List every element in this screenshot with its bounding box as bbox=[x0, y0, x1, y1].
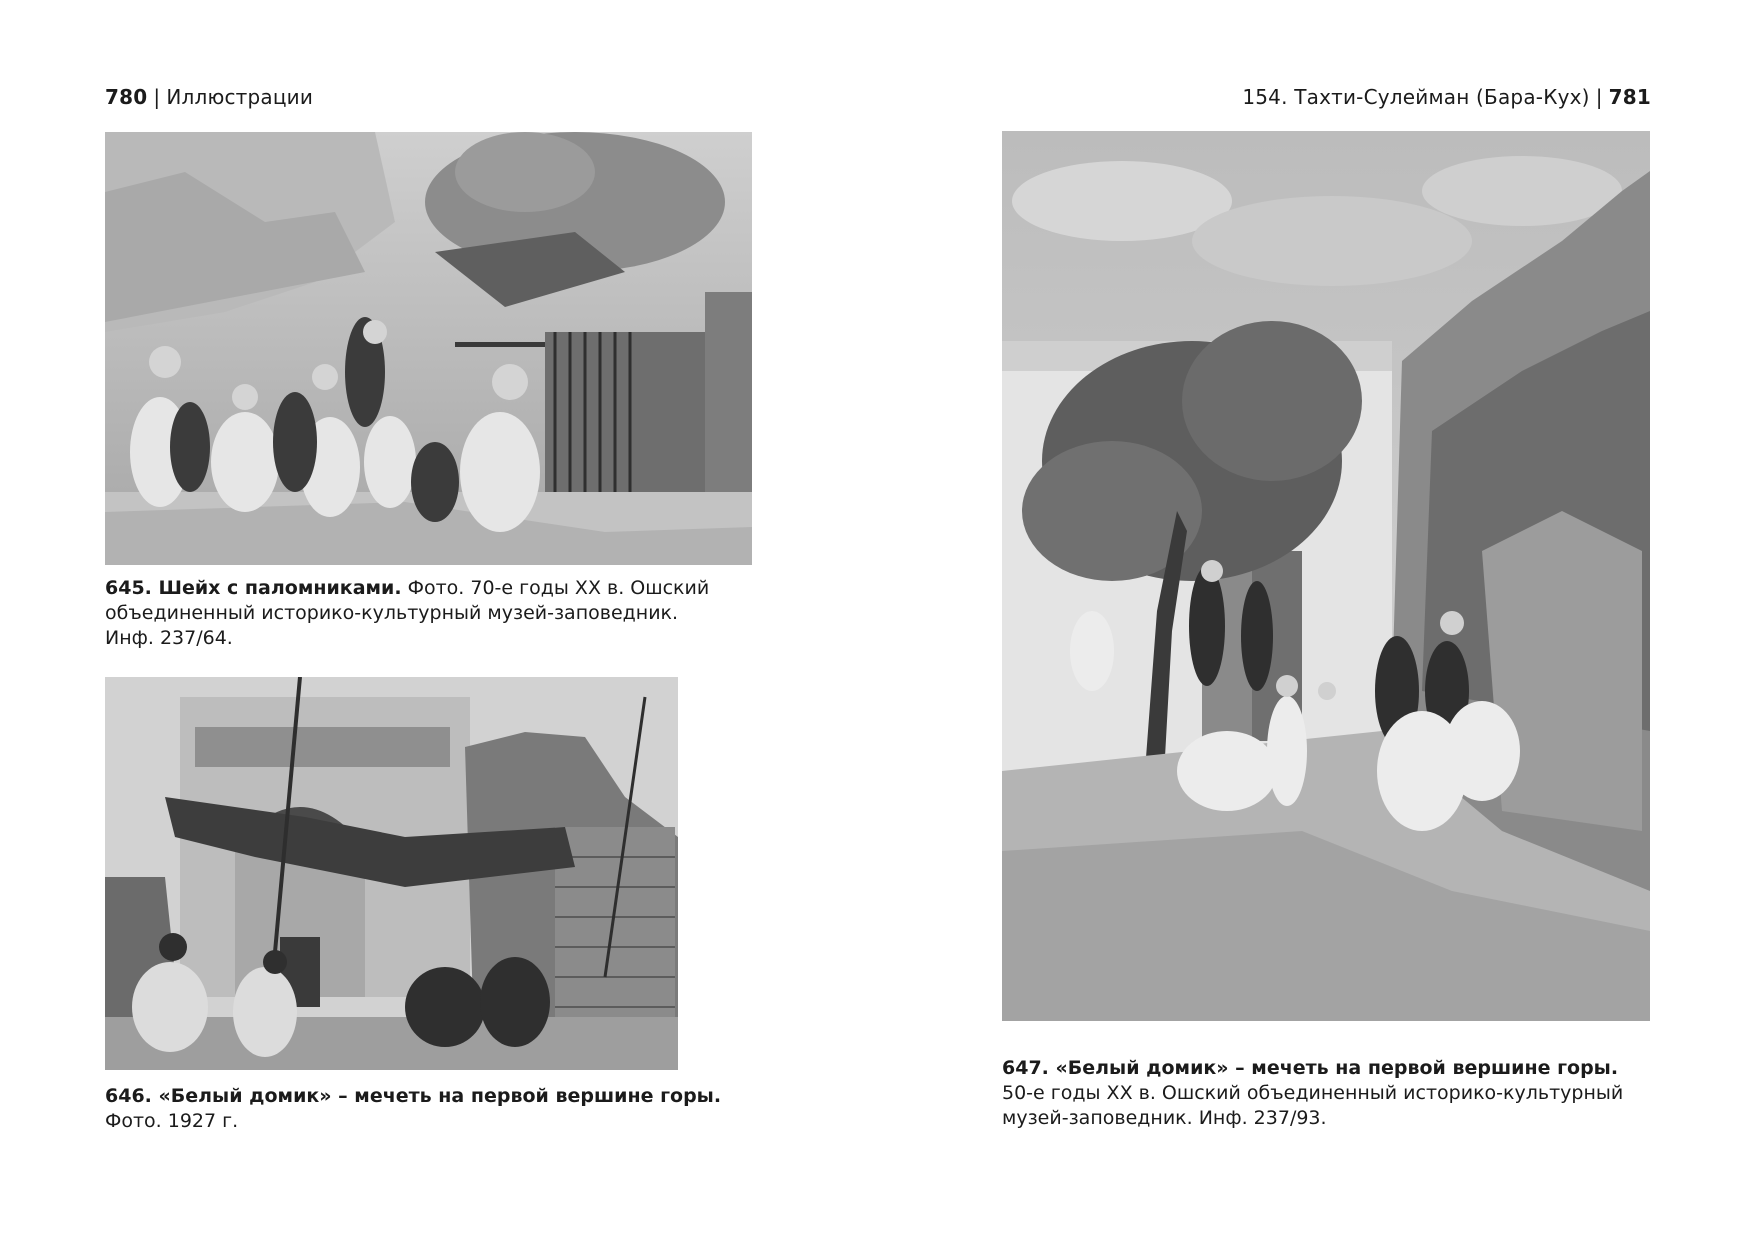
photo-sheikh-with-pilgrims bbox=[105, 132, 752, 565]
caption-646 bbox=[105, 1084, 755, 1134]
page-number-right: 781 bbox=[1608, 85, 1651, 109]
caption-645 bbox=[105, 576, 755, 651]
caption-647-text-2: музей-заповедник. Инф. 237/93. bbox=[1002, 1107, 1327, 1129]
caption-645-text-2: объединенный историко-культурный музей-заповедник. bbox=[105, 602, 679, 624]
caption-646-title-line bbox=[105, 1084, 755, 1109]
photo-white-house-mosque-1950s bbox=[1002, 131, 1650, 1021]
running-head-divider-right: | bbox=[1595, 85, 1603, 109]
caption-646-title: 646. «Белый домик» – мечеть на первой вершине горы. bbox=[105, 1085, 722, 1107]
caption-645-text-1: Фото. 70-е годы XX в. Ошский bbox=[407, 577, 710, 599]
caption-646-text-1: Фото. 1927 г. bbox=[105, 1110, 239, 1132]
caption-647-title: 647. «Белый домик» – мечеть на первой вершине горы. bbox=[1002, 1057, 1619, 1079]
caption-645-title: 645. Шейх с паломниками. bbox=[105, 577, 402, 599]
running-head-divider-left: | bbox=[153, 85, 161, 109]
caption-645-text-3: Инф. 237/64. bbox=[105, 627, 233, 649]
photo-646-image bbox=[105, 677, 678, 1070]
section-title-left: Иллюстрации bbox=[166, 85, 314, 109]
page-number-left: 780 bbox=[105, 85, 148, 109]
caption-647 bbox=[1002, 1056, 1652, 1131]
running-head-right bbox=[1242, 84, 1651, 110]
section-title-right: 154. Тахти-Сулейман (Бара-Кух) bbox=[1242, 85, 1590, 109]
caption-645-line-1 bbox=[105, 576, 755, 601]
running-head-left bbox=[105, 84, 313, 110]
photo-white-house-mosque-1927 bbox=[105, 677, 678, 1070]
photo-647-image bbox=[1002, 131, 1650, 1021]
caption-647-text-1: 50-е годы XX в. Ошский объединенный историко-культурный bbox=[1002, 1082, 1624, 1104]
caption-647-title-line bbox=[1002, 1056, 1652, 1081]
photo-645-image bbox=[105, 132, 752, 565]
